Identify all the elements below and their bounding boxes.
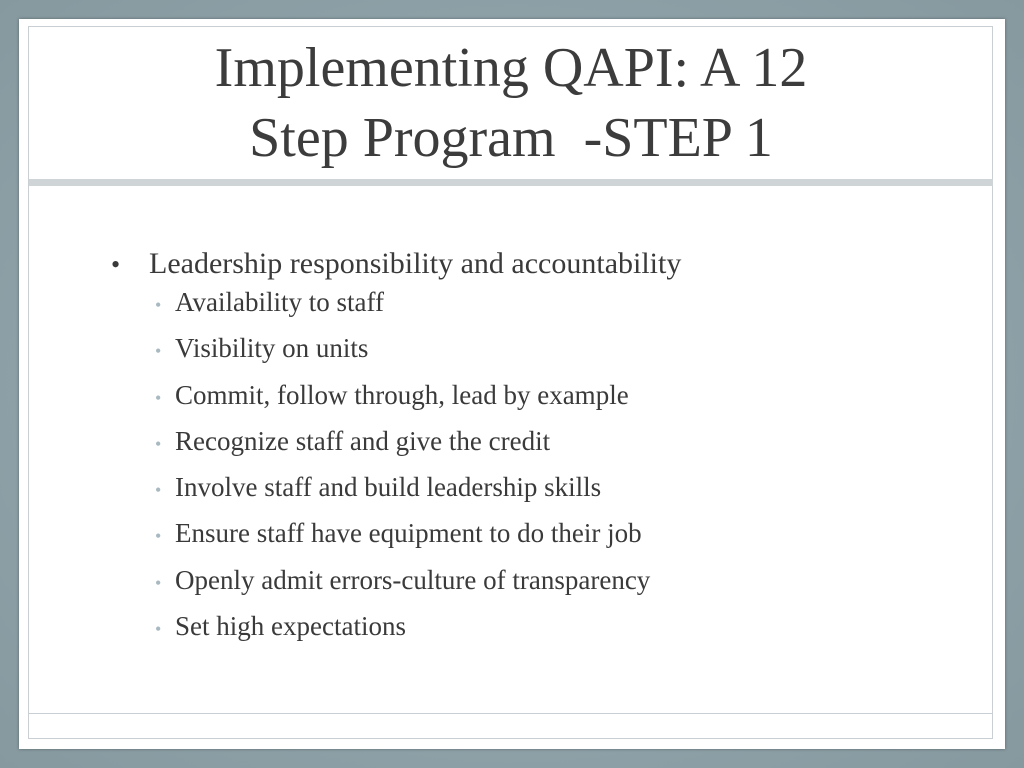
sub-bullet-dot-icon: • xyxy=(155,619,162,640)
sub-bullet-item xyxy=(111,426,971,472)
sub-bullet-item xyxy=(111,611,971,657)
title-line-1: Implementing QAPI: A 12 xyxy=(214,37,808,99)
sub-bullet-dot-icon: • xyxy=(155,295,162,315)
slide xyxy=(19,19,1005,749)
title-divider xyxy=(29,179,993,186)
sub-bullet-text: Availability to staff xyxy=(175,287,384,317)
sub-bullet-dot-icon: • xyxy=(155,526,162,547)
bullet-text: Leadership responsibility and accountability xyxy=(149,247,682,280)
sub-bullet-item xyxy=(111,518,971,564)
footer-divider xyxy=(29,713,993,714)
sub-bullet-text: Ensure staff have equipment to do their job xyxy=(175,518,642,549)
title-line-2: Step Program -STEP 1 xyxy=(249,107,773,169)
bullet-dot-icon: • xyxy=(111,250,121,279)
sub-bullet-list xyxy=(111,287,971,657)
sub-bullet-item xyxy=(111,565,971,611)
sub-bullet-dot-icon: • xyxy=(155,480,162,501)
sub-bullet-text: Visibility on units xyxy=(175,333,369,364)
slide-body xyxy=(111,247,971,657)
sub-bullet-text: Commit, follow through, lead by example xyxy=(175,379,629,410)
sub-bullet-item xyxy=(111,380,971,426)
sub-bullet-dot-icon: • xyxy=(155,341,162,362)
bullet-item xyxy=(111,247,971,287)
sub-bullet-item xyxy=(111,472,971,518)
slide-title xyxy=(29,27,993,179)
sub-bullet-dot-icon: • xyxy=(155,433,162,454)
sub-bullet-item xyxy=(111,333,971,379)
sub-bullet-text: Recognize staff and give the credit xyxy=(175,425,551,456)
sub-bullet-text: Set high expectations xyxy=(175,611,406,642)
sub-bullet-item xyxy=(111,287,971,333)
sub-bullet-dot-icon: • xyxy=(155,572,162,593)
sub-bullet-dot-icon: • xyxy=(155,387,162,408)
sub-bullet-text: Involve staff and build leadership skills xyxy=(175,472,602,503)
sub-bullet-text: Openly admit errors-culture of transparency xyxy=(175,564,651,595)
